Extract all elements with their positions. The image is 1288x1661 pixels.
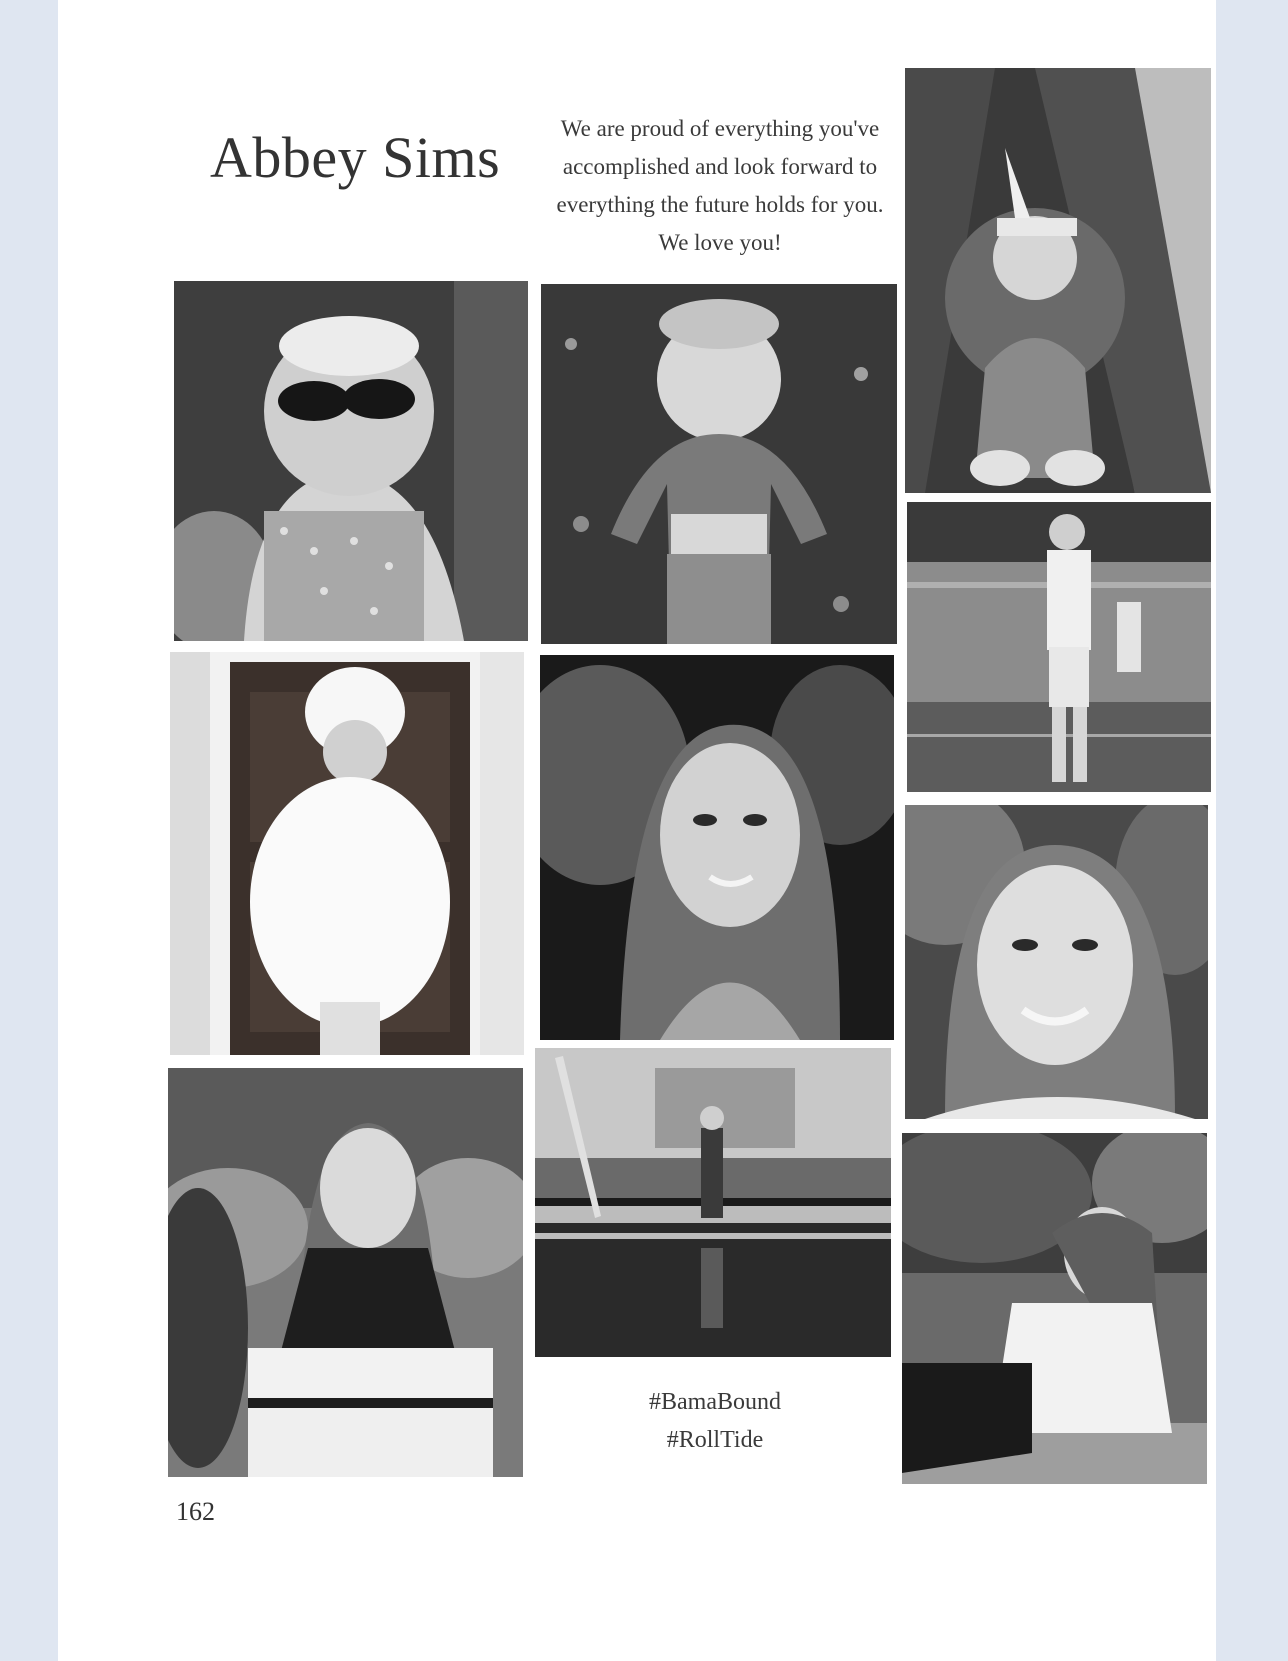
photo-basketball: [907, 502, 1211, 792]
parent-message: We are proud of everything you've accomplished and look forward to everything the future holds for you. We love you!: [556, 116, 884, 255]
hashtag-bamabound: #BamaBound: [649, 1389, 781, 1415]
photo-christmas-tree-dance: [541, 284, 897, 644]
scan-edge-right: [1216, 0, 1288, 1661]
page-number: 162: [176, 1497, 215, 1526]
hashtags: [580, 1383, 850, 1459]
student-name: Abbey Sims: [210, 125, 501, 190]
photo-senior-portrait-close: [905, 805, 1208, 1119]
photo-toddler-sunglasses: [174, 281, 528, 641]
photo-senior-portrait-lying: [902, 1133, 1207, 1484]
photo-senior-portrait-tree: [168, 1068, 523, 1477]
photo-feather-costume: [170, 652, 524, 1055]
photo-teepee-headband: [905, 68, 1211, 493]
photo-diving: [535, 1048, 891, 1357]
scan-edge-left: [0, 0, 58, 1661]
hashtag-rolltide: #RollTide: [666, 1427, 764, 1453]
photo-teen-portrait: [540, 655, 894, 1040]
